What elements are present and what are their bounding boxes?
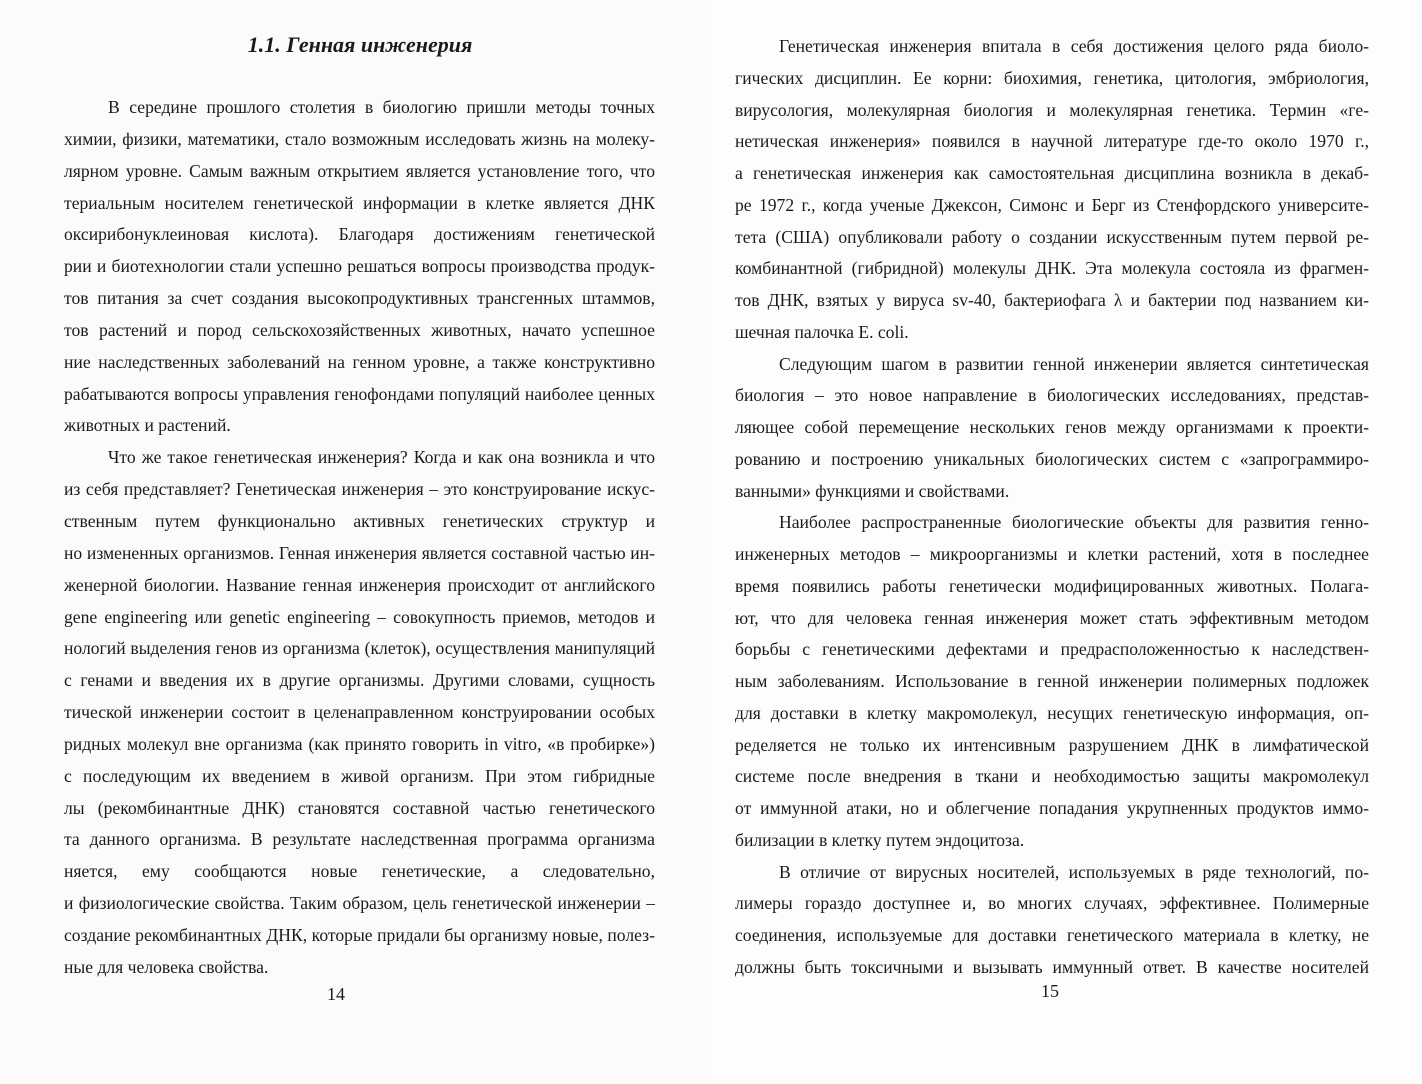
text-line: животных и растений.	[64, 415, 231, 436]
text-line: химии, физики, математики, стало возможным исследовать жизнь на молеку-	[64, 128, 655, 149]
right-page	[711, 0, 1422, 1084]
text-line: лярном уровне. Самым важным открытием является установление того, что	[64, 160, 655, 181]
text-line: Генетическая инженерия впитала в себя достижения целого ряда биоло-	[779, 36, 1369, 56]
text-line: тов питания за счет создания высокопродуктивных трансгенных штаммов,	[64, 288, 655, 309]
text-line: ные для человека свойства.	[64, 956, 269, 977]
text-line: тической инженерии состоит в целенаправленном конструировании особых	[64, 702, 655, 723]
text-line: с генами и введения их в другие организмы. Другими словами, сущность	[64, 670, 655, 691]
text-line: В середине прошлого столетия в биологию пришли методы точных	[108, 97, 655, 117]
text-line: ственным путем функционально активных генетических структур и	[64, 510, 655, 531]
section-title: 1.1. Генная инженерия	[247, 32, 473, 57]
text-line: от иммунной атаки, но и облегчение попадания укрупненных продуктов иммо-	[735, 798, 1369, 818]
text-line: та данного организма. В результате наследственная программа организма	[64, 829, 655, 850]
text-line: gene engineering или genetic engineering – совокупность приемов, методов и	[64, 606, 655, 627]
text-line: и физиологические свойства. Таким образом, цель генетической инженерии –	[64, 893, 655, 914]
text-line: лы (рекомбинантные ДНК) становятся составной частью генетического	[64, 797, 655, 818]
text-line: ным заболеваниям. Использование в генной инженерии полимерных подложек	[735, 671, 1369, 691]
text-line: В отличие от вирусных носителей, используемых в ряде технологий, по-	[779, 861, 1369, 882]
text-line: с последующим их введением в живой организм. При этом гибридные	[64, 765, 655, 786]
text-line: а генетическая инженерия как самостоятельная дисциплина возникла в декаб-	[735, 163, 1369, 183]
text-line: ние наследственных заболеваний на генном уровне, а также конструктивно	[64, 351, 655, 372]
text-line: рованию и построению уникальных биологических систем с «запрограммиро-	[735, 448, 1369, 469]
text-line: оксирибонуклеиновая кислота). Благодаря достижениям генетической	[64, 224, 655, 245]
text-line: Следующим шагом в развитии генной инженерии является синтетическая	[779, 353, 1369, 374]
text-line: нетическая инженерия» появился в научной литературе где-то около 1970 г.,	[735, 131, 1369, 152]
text-line: няется, ему сообщаются новые генетические, а следовательно,	[64, 861, 655, 882]
text-line: шечная палочка E. coli.	[735, 321, 909, 342]
text-line: создание рекомбинантных ДНК, которые придали бы организму новые, полез-	[64, 924, 655, 945]
text-line: женерной биологии. Название генная инженерия происходит от английского	[64, 574, 655, 595]
text-line: из себя представляет? Генетическая инженерия – это конструирование искус-	[64, 479, 655, 500]
text-line: лимеры гораздо доступнее и, во многих случаях, эффективнее. Полимерные	[735, 893, 1369, 914]
text-line: Что же такое генетическая инженерия? Когда и как она возникла и что	[108, 447, 655, 468]
text-line: тов ДНК, взятых у вируса sv-40, бактериофага λ и бактерии под названием ки-	[735, 290, 1369, 310]
text-line: вирусология, молекулярная биология и молекулярная генетика. Термин «ге-	[735, 99, 1369, 120]
text-line: ределяется не только их интенсивным разрушением ДНК в лимфатической	[735, 734, 1369, 755]
text-line: териальным носителем генетической информации в клетке является ДНК	[64, 192, 655, 213]
text-line: Наиболее распространенные биологические объекты для развития генно-	[779, 512, 1369, 533]
page-number: 14	[327, 984, 345, 1004]
text-line: должны быть токсичными и вызывать иммунный ответ. В качестве носителей	[735, 956, 1369, 977]
text-line: ванными» функциями и свойствами.	[735, 480, 1010, 501]
right-page-body	[735, 31, 1369, 984]
text-line: комбинантной (гибридной) молекулы ДНК. Эта молекула состояла из фрагмен-	[735, 258, 1369, 279]
text-line: борьбы с генетическими дефектами и предрасположенностью к наследствен-	[735, 639, 1369, 660]
text-line: время появились работы генетически модифицированных животных. Полага-	[735, 575, 1369, 596]
left-page-body	[64, 92, 655, 984]
text-line: ридных молекул вне организма (как принято говорить in vitro, «в пробирке»)	[64, 733, 655, 754]
page-number: 15	[1041, 981, 1059, 1001]
text-line: рабатываются вопросы управления генофондами популяций наиболее ценных	[64, 383, 655, 404]
text-line: соединения, используемые для доставки генетического материала в клетку, не	[735, 925, 1369, 945]
text-line: билизации в клетку путем эндоцитоза.	[735, 829, 1025, 850]
text-line: ляющее собой перемещение нескольких генов между организмами к проекти-	[735, 417, 1369, 437]
text-line: гических дисциплин. Ее корни: биохимия, генетика, цитология, эмбриология,	[735, 67, 1369, 88]
text-line: рии и биотехнологии стали успешно решаться вопросы производства продук-	[64, 256, 655, 277]
text-line: системе после внедрения в ткани и необходимостью защиты макромолекул	[735, 766, 1369, 787]
text-line: нологий выделения генов из организма (клеток), осуществления манипуляций	[64, 638, 655, 659]
text-line: тов растений и пород сельскохозяйственных животных, начато успешное	[64, 319, 655, 340]
text-line: ре 1972 г., когда ученые Джексон, Симонс и Берг из Стенфордского университе-	[735, 194, 1369, 215]
text-line: биология – это новое направление в биологических исследованиях, представ-	[735, 385, 1369, 406]
text-line: но измененных организмов. Генная инженерия является составной частью ин-	[64, 542, 655, 563]
text-line: тета (США) опубликовали работу о создании искусственным путем первой ре-	[735, 226, 1369, 247]
text-line: ют, что для человека генная инженерия может стать эффективным методом	[735, 607, 1369, 628]
text-line: инженерных методов – микроорганизмы и клетки растений, хотя в последнее	[735, 544, 1369, 564]
text-line: для доставки в клетку макромолекул, несущих генетическую информация, оп-	[735, 702, 1369, 723]
